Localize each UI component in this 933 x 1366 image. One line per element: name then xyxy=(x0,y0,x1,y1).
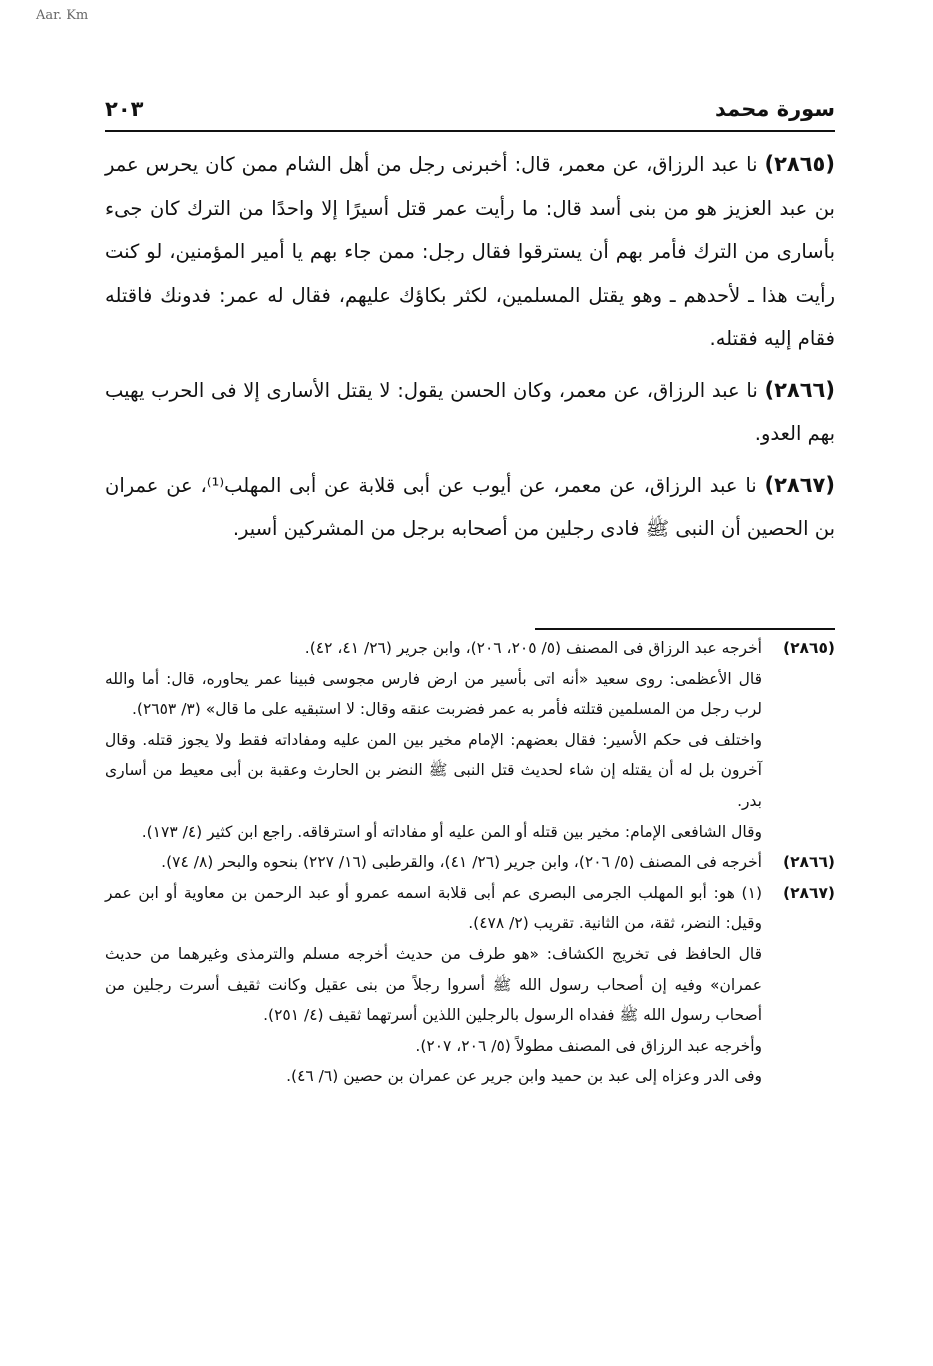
footnote-paragraph: وقال الشافعى الإمام: مخير بين قتله أو المن عليه أو مفاداته أو استرقاقه. راجع ابن كثير (٤/ ١٧٣). xyxy=(141,822,762,841)
surah-title: سورة محمد xyxy=(715,97,835,121)
footnotes xyxy=(105,633,835,1092)
hadith-2867 xyxy=(105,464,835,551)
footnote-paragraph: قال الأعظمى: روى سعيد «أنه اتى بأسير من ارض فارس مجوسى فبينا عمر يحاوره، قال: أما والله لرب رجل من المسلمين قتلته فأمر به عمر فضربت عنقه وقال: لا استبقيه على ما قال» (٣/ ٢٦٥٣). xyxy=(105,669,762,719)
hadith-2865 xyxy=(105,143,835,361)
footnote-2865 xyxy=(105,633,835,847)
page-number: ٢٠٣ xyxy=(105,97,144,121)
footnote-rule xyxy=(535,628,835,630)
footnote-number: (٢٨٦٥) xyxy=(782,639,835,657)
scan-mark: Aar. Km xyxy=(36,8,89,23)
hadith-text: نا عبد الرزاق، عن معمر، وكان الحسن يقول: لا يقتل الأسارى إلا فى الحرب يهيب بهم العدو. xyxy=(105,378,835,445)
footnote-number: (٢٨٦٧) xyxy=(782,883,835,902)
footnote-paragraph: وأخرجه عبد الرزاق فى المصنف مطولاً (٥/ ٢٠٦، ٢٠٧). xyxy=(415,1036,762,1055)
page-header xyxy=(105,92,835,126)
main-text xyxy=(105,143,835,559)
footnote-paragraph: واختلف فى حكم الأسير: فقال بعضهم: الإمام مخير بين المن عليه ومفاداته فقط ولا يجوز قتله. وقال آخرون بل له أن يقتله إن شاء لحديث قتل النبى ﷺ النضر بن الحارث وعقبة بن أبى معيط من أسارى بدر. xyxy=(105,730,762,810)
hadith-2866 xyxy=(105,369,835,456)
hadith-text: نا عبد الرزاق، عن معمر، قال: أخبرنى رجل من أهل الشام ممن كان يحرس عمر بن عبد العزيز هو من بنى أسد قال: ما رأيت عمر قتل أسيرًا إلا واحدًا من الترك كان جىء بأسارى من الترك فأمر بهم أن يسترقوا فقال رجل: ممن جاء بهم يا أمير المؤمنين، لو كنت رأيت هذا ـ لأحدهم ـ وهو يقتل المسلمين، لكثر بكاؤك عليهم، فقال له عمر: فدونك فاقتله فقام إليه فقتله. xyxy=(105,153,835,350)
footnote-body xyxy=(105,847,762,878)
footnote-paragraph: قال الحافظ فى تخريج الكشاف: «هو طرف من حديث أخرجه مسلم والترمذى وغيرهما من حديث عمران» وفيه إن أصحاب رسول الله ﷺ أسروا رجلاً من بنى عقيل وكانت ثقيف أسرت رجلين من أصحاب رسول الله ﷺ ففداه الرسول بالرجلين اللذين أسرتهما ثقيف (٤/ ٢٥١). xyxy=(105,944,762,1025)
footnote-body xyxy=(105,633,762,847)
footnote-paragraph: (١) هو: أبو المهلب الجرمى البصرى عم أبى قلابة اسمه عمرو أو عبد الرحمن بن معاوية أو ابن عمر وقيل: النضر، ثقة، من الثانية. تقريب (٢/ ٤٧٨). xyxy=(105,883,762,933)
footnote-body xyxy=(105,878,762,1092)
footnote-paragraph: أخرجه عبد الرزاق فى المصنف (٥/ ٢٠٥، ٢٠٦)، وابن جرير (٢٦/ ٤١، ٤٢). xyxy=(304,639,762,657)
hadith-number: (٢٨٦٦) xyxy=(764,377,835,402)
footnote-number: (٢٨٦٦) xyxy=(782,853,835,872)
hadith-number: (٢٨٦٥) xyxy=(764,152,835,176)
hadith-text: نا عبد الرزاق، عن معمر، عن أيوب عن أبى قلابة عن أبى المهلب⁽¹⁾، عن عمران بن الحصين أن النبى ﷺ فادى رجلين من أصحابه برجل من المشركين أسير. xyxy=(105,473,835,540)
footnote-paragraph: أخرجه فى المصنف (٥/ ٢٠٦)، وابن جرير (٢٦/ ٤١)، والقرطبى (١٦/ ٢٢٧) بنحوه والبحر (٨/ ٧٤). xyxy=(161,853,762,872)
header-rule xyxy=(105,130,835,132)
footnote-2867 xyxy=(105,878,835,1092)
hadith-number: (٢٨٦٧) xyxy=(764,472,835,497)
footnote-2866 xyxy=(105,847,835,878)
footnote-paragraph: وفى الدر وعزاه إلى عبد بن حميد وابن جرير عن عمران بن حصين (٦/ ٤٦). xyxy=(286,1067,762,1086)
